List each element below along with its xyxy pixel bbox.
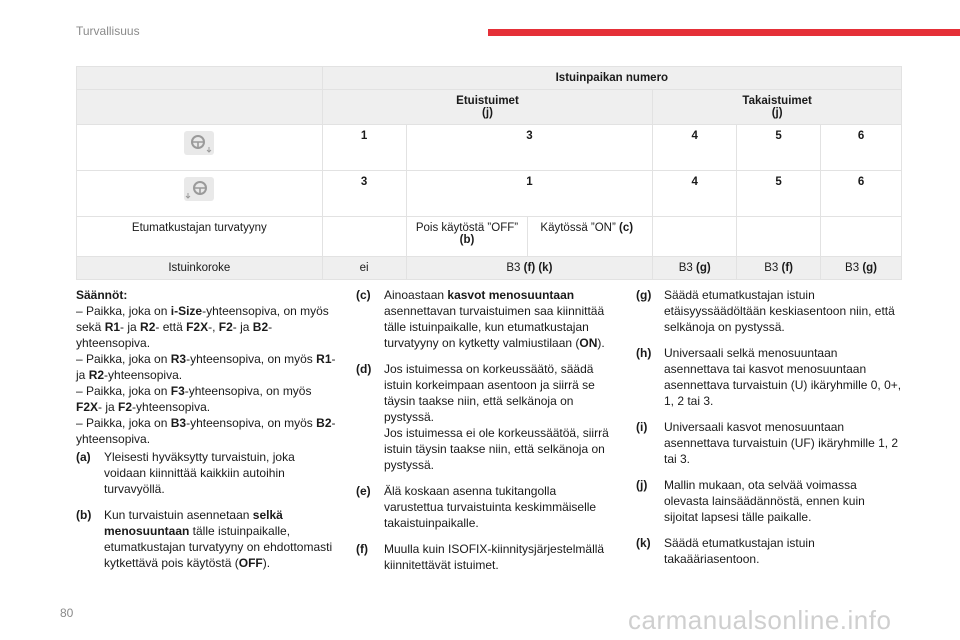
note-f: (f) Muulla kuin ISOFIX-kiinnitysjärjestelmällä kiinnitettävät istuimet. [356,542,605,572]
note-j: (j) Mallin mukaan, ota selvää voimassa olevasta lainsäädännöstä, ennen kuin sijoitat lapsesi tälle paikalle. [636,478,865,524]
table-cell: 1 [322,125,406,171]
front-seats-header [322,90,653,125]
table-row [77,171,902,217]
table-cell: 3 [406,125,653,171]
rule-item: – Paikka, joka on i-Size-yhteensopiva, on myös sekä R1- ja R2- että F2X-, F2- ja B2-yhteensopiva. [76,304,329,350]
table-cell [821,257,902,280]
table-cell [821,217,902,257]
booster-notes: (f) [781,262,793,274]
table-cell: 1 [406,171,653,217]
notes-column-2 [356,287,610,583]
table-cell: 3 [322,171,406,217]
table-header-row [77,67,902,90]
note-g: (g) Säädä etumatkustajan istuin etäisyyssäädöltään keskiasentoon niin, että selkänoja on pystyssä. [636,288,895,334]
rear-seats-header [653,90,902,125]
booster-value: B3 [764,262,779,274]
section-title: Turvallisuus [76,24,140,38]
rule-item: – Paikka, joka on F3-yhteensopiva, on myös F2X- ja F2-yhteensopiva. [76,384,312,414]
table-cell: 4 [653,171,737,217]
table-cell: ei [322,257,406,280]
note-b: (b) Kun turvaistuin asennetaan selkä menosuuntaan tälle istuinpaikalle, etumatkustajan turvatyyny on ehdottomasti kytkettävä pois käytöstä (OFF). [76,508,333,570]
note-d: (d) Jos istuimessa on korkeussäätö, säädä istuin korkeimpaan asentoon ja siirrä se täysin taakse niin, että selkänoja on pystyssä. Jos istuimessa ei ole korkeussäätöä, siirrä istuin täysin taakse niin, että selkänoja on pystyssä. [356,362,609,472]
table-cell: 5 [737,125,821,171]
empty-header-cell [77,90,323,125]
airbag-off-note: (b) [459,234,475,246]
seat-number-header: Istuinpaikan numero [322,67,901,90]
booster-value: B3 [845,262,860,274]
rule-item: – Paikka, joka on B3-yhteensopiva, on myös B2-yhteensopiva. [76,416,336,446]
header-accent-bar [488,29,960,36]
note-i: (i) Universaali kasvot menosuuntaan asennettava turvaistuin (UF) ikäryhmille 1, 2 tai 3. [636,420,899,466]
rules-title: Säännöt: [76,288,128,302]
table-row [77,257,902,280]
note-h: (h) Universaali selkä menosuuntaan asennettava tai kasvot menosuuntaan asennettava turvaistuin (U) ikäryhmille 0, 0+, 1, 2 tai 3. [636,346,902,408]
rule-item: – Paikka, joka on R3-yhteensopiva, on myös R1- ja R2-yhteensopiva. [76,352,336,382]
row-icon-cell [77,125,323,171]
note-e: (e) Älä koskaan asenna tukitangolla varustettua turvaistuinta keskimmäiselle takaistuinpaikalle. [356,484,597,530]
table-cell: 6 [821,125,902,171]
table-cell: 4 [653,125,737,171]
rear-seats-label: Takaistuimet [742,95,812,107]
airbag-off-cell [406,217,528,257]
rear-seats-note: (j) [771,107,783,119]
table-subheader-row [77,90,902,125]
table-cell [653,257,737,280]
table-cell: 6 [821,171,902,217]
table-cell [653,217,737,257]
table-row [77,217,902,257]
booster-value: B3 [678,262,693,274]
empty-header-cell [77,67,323,90]
notes-column-3 [636,287,902,577]
table-row [77,125,902,171]
steering-wheel-seat-icon [183,130,215,156]
note-a: (a) Yleisesti hyväksytty turvaistuin, joka voidaan kiinnittää kaikkiin autoihin turvavyöllä. [76,450,295,496]
airbag-label: Etumatkustajan turvatyyny [77,217,323,257]
rules-column [76,287,340,581]
steering-wheel-seat-icon [183,176,215,202]
page-number: 80 [60,606,74,620]
table-cell [322,217,406,257]
airbag-on-cell [528,217,653,257]
front-seats-note: (j) [482,107,493,119]
airbag-on-note: (c) [619,222,634,234]
front-seats-label: Etuistuimet [456,95,519,107]
airbag-on-text: Käytössä ”ON” [540,222,616,234]
booster-notes: (f) (k) [523,262,553,274]
booster-value: B3 [506,262,521,274]
table-cell [406,257,653,280]
booster-label: Istuinkoroke [77,257,323,280]
airbag-off-text: Pois käytöstä ”OFF” [415,222,519,234]
seat-compatibility-table [76,66,902,280]
table-cell [737,217,821,257]
booster-notes: (g) [862,262,877,274]
table-cell: 5 [737,171,821,217]
note-k: (k) Säädä etumatkustajan istuin takaääriasentoon. [636,536,815,566]
table-cell [737,257,821,280]
booster-notes: (g) [696,262,711,274]
watermark: carmanualsonline.info [628,605,892,635]
row-icon-cell [77,171,323,217]
note-c: (c) Ainoastaan kasvot menosuuntaan asennettavan turvaistuimen saa kiinnittää tälle istuinpaikalle, kun etumatkustajan turvatyyny on kytketty valmiustilaan (ON). [356,288,605,350]
